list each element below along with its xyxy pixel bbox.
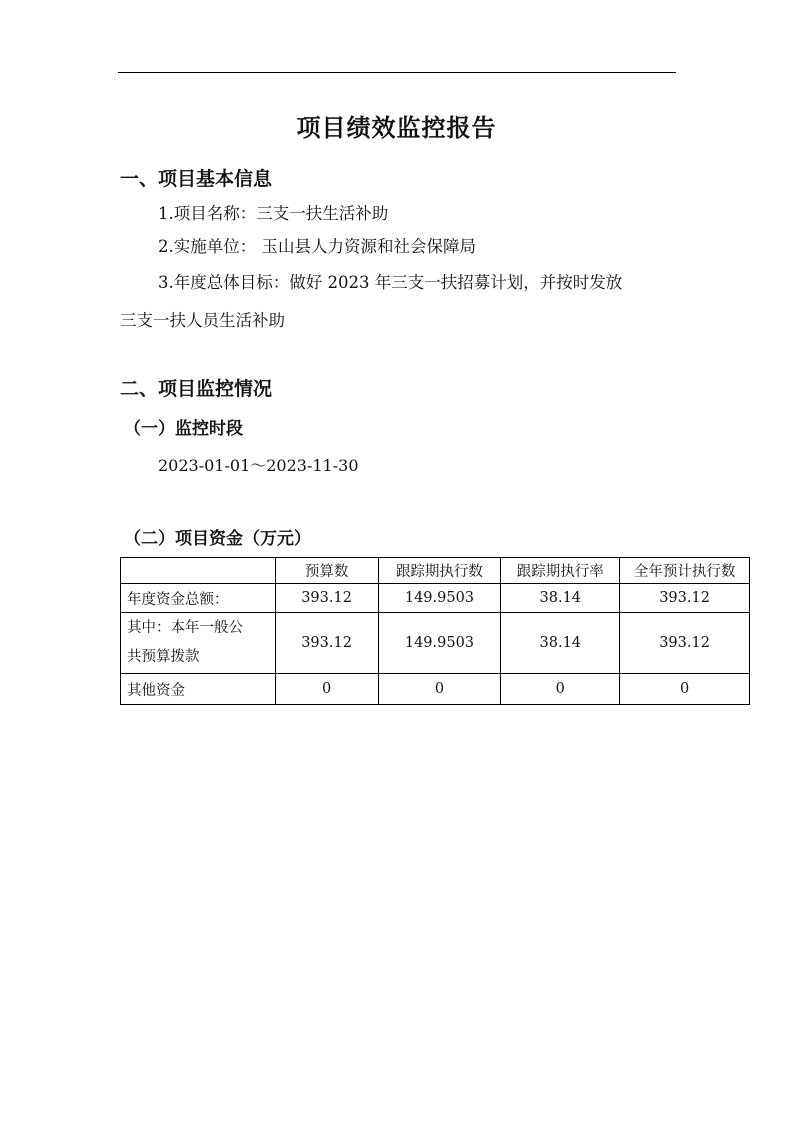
table-row	[121, 584, 750, 613]
budget-cell: 393.12	[275, 584, 378, 613]
row-label-line-1: 其中：本年一般公	[127, 620, 243, 636]
funds-table	[120, 557, 750, 705]
executed-cell: 149.9503	[378, 584, 501, 613]
forecast-cell: 0	[620, 674, 750, 705]
row-label-line-2: 共预算拨款	[127, 649, 200, 665]
budget-cell: 393.12	[275, 613, 378, 674]
page-title: 项目绩效监控报告	[296, 114, 497, 142]
subheading-project-funds: （二）项目资金（万元）	[124, 529, 311, 549]
row-label	[121, 613, 276, 674]
table-header-row	[121, 558, 750, 584]
table-row	[121, 674, 750, 705]
subheading-monitoring-period: （一）监控时段	[124, 419, 243, 439]
row-label: 其他资金	[121, 674, 276, 705]
annual-goal-line-2: 三支一扶人员生活补助	[120, 311, 285, 330]
header-cell-budget: 预算数	[275, 558, 378, 584]
header-rule	[118, 72, 676, 73]
table-row	[121, 613, 750, 674]
annual-goal-line-1: 3.年度总体目标：做好 2023 年三支一扶招募计划，并按时发放	[158, 273, 623, 292]
executed-cell: 0	[378, 674, 501, 705]
budget-cell: 0	[275, 674, 378, 705]
executed-cell: 149.9503	[378, 613, 501, 674]
implementing-unit-line: 2.实施单位： 玉山县人力资源和社会保障局	[158, 237, 476, 256]
rate-cell: 0	[501, 674, 620, 705]
rate-cell: 38.14	[501, 613, 620, 674]
section-heading-basic-info: 一、项目基本信息	[120, 168, 273, 190]
header-cell-forecast: 全年预计执行数	[620, 558, 750, 584]
project-name-line: 1.项目名称：三支一扶生活补助	[158, 204, 389, 223]
header-cell-rate: 跟踪期执行率	[501, 558, 620, 584]
forecast-cell: 393.12	[620, 613, 750, 674]
rate-cell: 38.14	[501, 584, 620, 613]
forecast-cell: 393.12	[620, 584, 750, 613]
header-cell-executed: 跟踪期执行数	[378, 558, 501, 584]
row-label: 年度资金总额：	[121, 584, 276, 613]
section-heading-monitoring: 二、项目监控情况	[120, 378, 273, 400]
header-cell-empty	[121, 558, 276, 584]
monitoring-period-value: 2023-01-01～2023-11-30	[158, 456, 359, 475]
